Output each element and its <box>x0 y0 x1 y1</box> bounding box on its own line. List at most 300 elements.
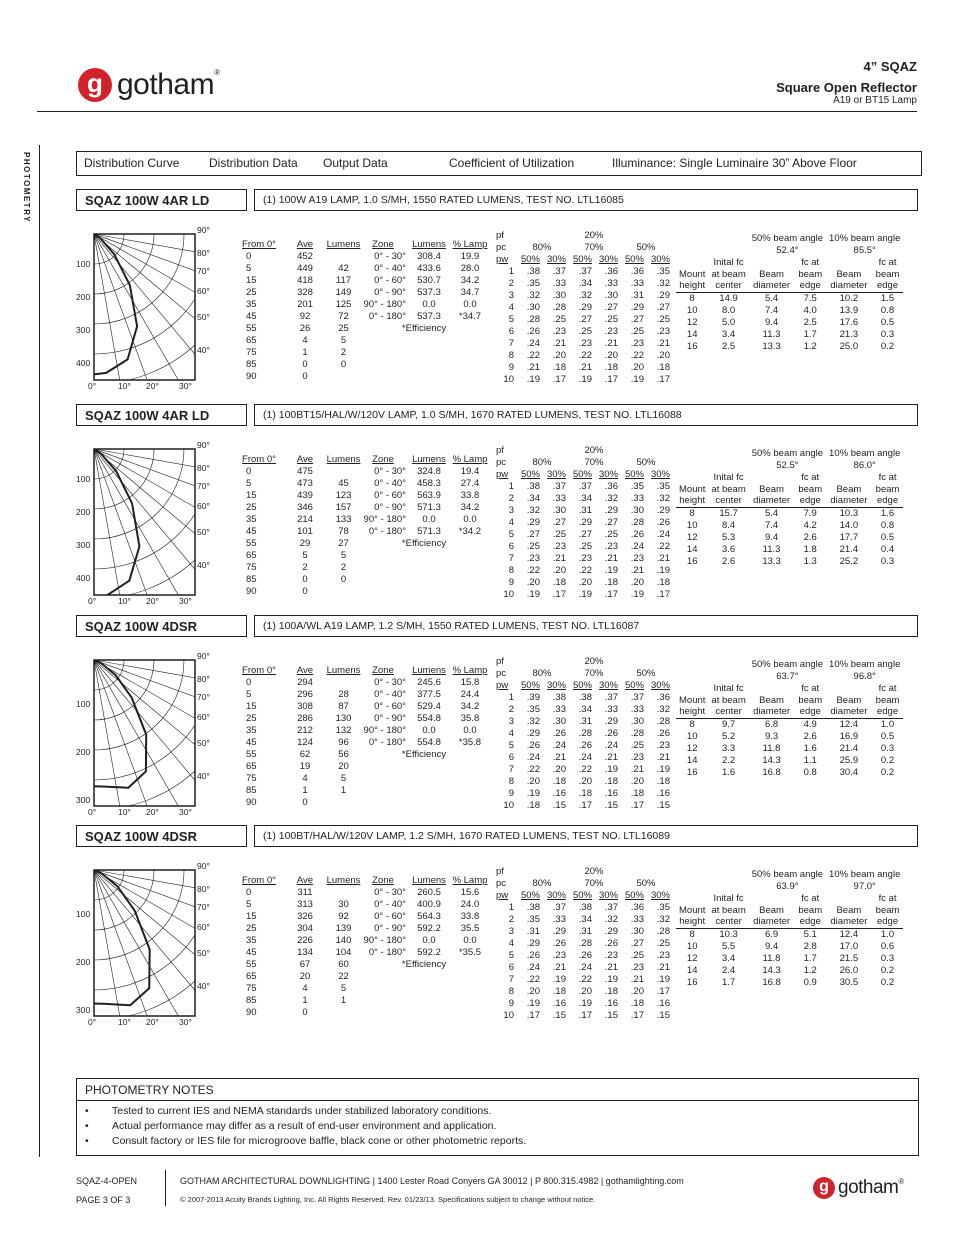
ill-cell: 14.3 <box>762 964 781 976</box>
ill-cell: 14.3 <box>762 754 781 766</box>
cu-cell: .29 <box>604 715 618 727</box>
cu-cell: .15 <box>552 1009 566 1021</box>
dist-cell: 134 <box>297 946 313 958</box>
table-row <box>494 289 672 301</box>
table-row <box>358 274 490 286</box>
output-header: Zone <box>372 874 394 886</box>
table-row <box>676 543 903 555</box>
ill-cell: 0.4 <box>880 543 895 555</box>
dist-cell: 140 <box>335 934 352 946</box>
dist-cell: 35 <box>246 934 257 946</box>
dist-header: Lumens <box>326 664 361 676</box>
ill-cell: 26.0 <box>839 964 859 976</box>
dist-cell <box>321 370 366 382</box>
cu-cell: .32 <box>578 289 592 301</box>
dist-cell: 226 <box>297 934 313 946</box>
ill-header: fc at <box>878 256 897 268</box>
dist-cell: 0 <box>340 573 347 585</box>
ill-header: beam <box>798 268 823 280</box>
ill-cell: 7.9 <box>803 507 817 519</box>
cu-cell: .18 <box>630 787 644 799</box>
cu-cell: .33 <box>630 492 644 504</box>
dist-cell: 30 <box>338 898 349 910</box>
table-row <box>494 373 672 385</box>
table-row <box>676 766 903 778</box>
ill-header: diameter <box>749 916 795 928</box>
output-cell: 90° - 180° <box>363 298 406 310</box>
output-cell: 0° - 30° <box>374 886 406 898</box>
table-row <box>494 325 672 337</box>
cu-cell: .30 <box>552 715 566 727</box>
cu-cell: .28 <box>656 925 670 937</box>
cu-cell: .29 <box>552 925 566 937</box>
curve-angle-label: 60° <box>197 712 210 722</box>
ill-cell: 16 <box>686 555 698 567</box>
cu-label: 80% <box>532 456 552 468</box>
ill-header: Beam <box>836 904 862 916</box>
cu-cell: .18 <box>656 576 670 588</box>
cu-cell: .21 <box>604 751 618 763</box>
cu-cell: .20 <box>552 349 566 361</box>
candela-curve <box>94 870 150 1005</box>
curve-candela-label: 300 <box>76 795 91 805</box>
efficiency-note: *Efficiency <box>401 958 447 970</box>
table-row <box>229 712 366 724</box>
cu-cell: .26 <box>526 325 540 337</box>
cu-cell: 10 <box>503 373 514 385</box>
curve-candela-label: 200 <box>76 292 91 302</box>
ill-cell: 16.8 <box>762 766 781 778</box>
ill-header: fc at <box>878 892 897 904</box>
dist-cell: 4 <box>302 772 308 784</box>
curve-angle-label: 20° <box>146 596 159 606</box>
ill-cell: 12 <box>686 531 698 543</box>
cu-cell: .26 <box>630 528 644 540</box>
output-cell: 377.5 <box>417 688 441 700</box>
ill-cell: 8.4 <box>721 519 736 531</box>
dist-cell: 101 <box>297 525 313 537</box>
dist-cell: 133 <box>335 513 352 525</box>
table-row <box>494 715 672 727</box>
cu-label: pf <box>496 229 504 241</box>
ill-cell: 10 <box>686 730 698 742</box>
footer-logo: g gotham® <box>813 1177 904 1199</box>
cu-cell: .32 <box>656 492 670 504</box>
output-cell: 0° - 30° <box>374 465 406 477</box>
cu-table <box>494 444 672 600</box>
cu-cell: .18 <box>526 799 540 811</box>
curve-ring <box>74 861 214 1031</box>
cu-cell: .22 <box>578 973 592 985</box>
cu-cell: .36 <box>630 901 644 913</box>
cu-cell: .24 <box>526 961 540 973</box>
curve-ring <box>74 440 184 539</box>
cu-cell: .38 <box>578 901 592 913</box>
dist-cell: 90 <box>246 1006 257 1018</box>
table-row <box>358 712 490 724</box>
ill-cell: 14.0 <box>839 519 859 531</box>
table-row <box>229 513 366 525</box>
dist-cell: 346 <box>297 501 313 513</box>
dist-cell: 87 <box>338 700 349 712</box>
cu-cell: 2 <box>508 277 514 289</box>
ill-cell: 5.4 <box>764 507 779 519</box>
table-row <box>494 337 672 349</box>
cu-cell: .35 <box>526 913 540 925</box>
table-row <box>494 763 672 775</box>
distribution-curve <box>74 225 214 395</box>
cu-cell: .17 <box>604 588 618 600</box>
cu-cell: .21 <box>604 961 618 973</box>
cu-cell: .23 <box>578 337 592 349</box>
output-header: Zone <box>372 453 394 465</box>
curve-angle-label: 90° <box>197 861 210 871</box>
curve-ring <box>74 861 154 930</box>
table-row <box>358 898 490 910</box>
table-row <box>494 727 672 739</box>
output-cell: 0.0 <box>463 724 477 736</box>
cu-cell: .33 <box>630 703 644 715</box>
ill-cell: 14 <box>686 754 698 766</box>
cu-cell: .20 <box>630 361 644 373</box>
cu-cell: .19 <box>656 763 670 775</box>
dist-cell: 75 <box>246 772 257 784</box>
cu-label: 30% <box>546 679 566 691</box>
table-row <box>358 262 490 274</box>
cu-label: 50% <box>520 889 540 901</box>
table-row <box>229 1006 366 1018</box>
table-row <box>358 513 490 525</box>
dist-header: Ave <box>296 874 314 886</box>
output-cell: 530.7 <box>417 274 441 286</box>
curve-ring <box>74 651 154 720</box>
cu-cell: .23 <box>656 325 670 337</box>
cu-table <box>494 865 672 1021</box>
curve-angle-label: 40° <box>197 981 210 991</box>
output-cell: 554.8 <box>417 712 441 724</box>
dist-cell: 92 <box>299 310 311 322</box>
beam-angle-label: 50% beam angle <box>751 232 824 244</box>
cu-cell: .15 <box>656 799 670 811</box>
efficiency-note: *Efficiency <box>401 322 447 334</box>
output-cell: 90° - 180° <box>363 724 406 736</box>
photometry-notes <box>76 1078 919 1156</box>
ill-cell: 7.5 <box>803 292 817 304</box>
ill-header <box>826 256 872 268</box>
cu-label: 30% <box>650 679 670 691</box>
cu-cell: .25 <box>604 313 618 325</box>
cu-cell: 1 <box>508 265 514 277</box>
dist-cell: 449 <box>297 262 313 274</box>
cu-cell: 9 <box>508 997 514 1009</box>
ill-cell: 21.5 <box>839 952 859 964</box>
output-cell: 0° - 60° <box>374 910 406 922</box>
cu-cell: .24 <box>656 528 670 540</box>
cu-cell: .25 <box>604 528 618 540</box>
cu-cell: .37 <box>552 901 566 913</box>
curve-angle-label: 0° <box>88 381 97 391</box>
table-row <box>494 913 672 925</box>
ill-cell: 9.4 <box>764 940 779 952</box>
cu-cell: .38 <box>526 901 540 913</box>
cu-cell: .21 <box>552 337 566 349</box>
ill-cell: 2.6 <box>803 730 817 742</box>
lamp-type: A19 or BT15 Lamp <box>833 95 917 106</box>
table-row <box>494 691 672 703</box>
lamp-description: (1) 100BT15/HAL/W/120V LAMP, 1.0 S/MH, 1670 RATED LUMENS, TEST NO. LTL16088 <box>254 404 918 426</box>
dist-cell: 5 <box>340 982 347 994</box>
distribution-data-table <box>229 664 366 808</box>
cu-cell: .29 <box>578 516 592 528</box>
table-row <box>494 997 672 1009</box>
cu-cell: .37 <box>604 901 618 913</box>
cu-label: 70% <box>584 456 604 468</box>
cu-cell: 6 <box>508 325 514 337</box>
dist-cell: 56 <box>338 748 349 760</box>
cu-cell: 7 <box>508 763 514 775</box>
section-title: SQAZ 100W 4AR LD <box>76 404 247 426</box>
table-row <box>229 772 366 784</box>
cu-cell: .19 <box>656 973 670 985</box>
beam-angle-value: 86.0° <box>853 459 876 471</box>
ill-header: center <box>708 280 748 292</box>
cu-cell: .18 <box>630 997 644 1009</box>
cu-label: 20% <box>584 865 604 877</box>
cu-cell: 2 <box>508 492 514 504</box>
gotham-g-icon: g <box>813 1177 835 1199</box>
cu-cell: .35 <box>656 480 670 492</box>
dist-cell: 25 <box>338 322 349 334</box>
dist-cell: 20 <box>338 760 349 772</box>
tab-output-data: Output Data <box>323 156 388 170</box>
ill-cell: 12 <box>686 316 698 328</box>
cu-cell: .39 <box>526 691 540 703</box>
ill-cell: 9.3 <box>764 730 779 742</box>
ill-cell: 3.4 <box>721 952 736 964</box>
cu-cell: .22 <box>526 763 540 775</box>
dist-cell: 55 <box>246 537 257 549</box>
ill-header: beam <box>875 268 900 280</box>
cu-cell: .20 <box>630 985 644 997</box>
dist-cell: 45 <box>246 525 257 537</box>
cu-cell: .19 <box>552 973 566 985</box>
cu-cell: 7 <box>508 552 514 564</box>
table-row <box>676 718 903 730</box>
output-cell: 554.8 <box>417 736 441 748</box>
dist-cell: 4 <box>302 982 308 994</box>
ill-cell: 5.2 <box>721 730 736 742</box>
cu-cell: .32 <box>604 492 618 504</box>
output-data-table <box>358 453 490 549</box>
dist-cell: 15 <box>246 489 257 501</box>
table-row <box>358 465 490 477</box>
beam-angle-value: 52.5° <box>776 459 799 471</box>
cu-cell: .32 <box>604 913 618 925</box>
ill-header: Inital fc <box>713 682 744 694</box>
curve-ring <box>74 225 184 324</box>
curve-ring <box>74 225 214 384</box>
cu-cell: .23 <box>578 552 592 564</box>
beam-angle-value: 52.4° <box>776 244 799 256</box>
cu-cell: .17 <box>656 588 670 600</box>
cu-cell: .33 <box>552 492 566 504</box>
table-row <box>494 751 672 763</box>
ill-cell: 7.4 <box>764 304 779 316</box>
table-row <box>494 787 672 799</box>
ill-cell: 5.5 <box>721 940 736 952</box>
cu-label: pw <box>496 468 509 480</box>
table-row <box>229 358 366 370</box>
table-row <box>229 784 366 796</box>
output-cell: *35.8 <box>458 736 482 748</box>
cu-label: pf <box>496 865 504 877</box>
cu-cell: .21 <box>578 361 592 373</box>
dist-cell: 311 <box>297 886 313 898</box>
ill-header: fc at <box>878 682 897 694</box>
dist-cell: 5 <box>340 334 347 346</box>
ill-cell: 16 <box>686 976 698 988</box>
cu-cell: 8 <box>508 349 514 361</box>
cu-cell: .27 <box>604 301 618 313</box>
curve-ring <box>74 651 214 821</box>
ill-cell: 0.5 <box>880 316 895 328</box>
dist-cell: 1 <box>340 994 347 1006</box>
curve-ring <box>74 440 214 610</box>
cu-cell: .33 <box>552 277 566 289</box>
beam-angle-label: 10% beam angle <box>829 232 901 244</box>
ill-header: beam <box>798 694 823 706</box>
output-cell: 0° - 40° <box>374 262 406 274</box>
table-row <box>494 564 672 576</box>
header-rule <box>37 111 917 112</box>
ill-cell: 10 <box>686 519 698 531</box>
curve-angle-label: 80° <box>197 674 210 684</box>
ill-header: Beam <box>759 904 784 916</box>
dist-cell: 65 <box>246 549 257 561</box>
cu-cell: .19 <box>526 787 540 799</box>
cu-cell: .23 <box>552 949 566 961</box>
ill-cell: 3.6 <box>721 543 736 555</box>
cu-cell: 6 <box>508 751 514 763</box>
dist-cell: 5 <box>302 549 308 561</box>
dist-cell: 475 <box>297 465 313 477</box>
cu-cell: .29 <box>526 727 540 739</box>
table-row <box>676 304 903 316</box>
cu-cell: .25 <box>578 325 592 337</box>
cu-cell: .32 <box>656 703 670 715</box>
cu-cell: .36 <box>604 265 618 277</box>
cu-cell: .32 <box>526 715 540 727</box>
dist-cell: 25 <box>246 501 257 513</box>
output-header: Lumens <box>412 453 446 465</box>
output-cell: 0.0 <box>422 513 436 525</box>
cu-cell: .37 <box>552 265 566 277</box>
curve-ray <box>94 660 214 785</box>
ill-header: center <box>708 916 748 928</box>
beam-angle-label: 10% beam angle <box>829 658 901 670</box>
curve-angle-label: 40° <box>197 771 210 781</box>
cu-cell: .23 <box>630 751 644 763</box>
cu-label: 80% <box>532 667 552 679</box>
cu-cell: .24 <box>526 751 540 763</box>
dist-cell: 15 <box>246 274 257 286</box>
cu-cell: .28 <box>552 301 566 313</box>
cu-label: 50% <box>624 889 644 901</box>
cu-cell: 6 <box>508 540 514 552</box>
ill-header: Beam <box>759 268 784 280</box>
ill-cell: 11.8 <box>762 952 781 964</box>
ill-cell: 14 <box>686 328 698 340</box>
output-cell: 34.2 <box>460 274 480 286</box>
ill-cell: 2.4 <box>721 964 736 976</box>
curve-angle-label: 90° <box>197 440 210 450</box>
cu-cell: 7 <box>508 973 514 985</box>
ill-cell: 14 <box>686 964 698 976</box>
ill-cell: 25.0 <box>839 340 859 352</box>
cu-cell: .17 <box>656 373 670 385</box>
dist-cell: 35 <box>246 724 257 736</box>
curve-angle-label: 70° <box>197 266 210 276</box>
ill-header <box>749 892 795 904</box>
cu-cell: .30 <box>552 289 566 301</box>
ill-cell: 1.8 <box>803 543 817 555</box>
ill-header: Inital fc <box>713 892 744 904</box>
dist-cell: 45 <box>246 736 257 748</box>
cu-cell: .26 <box>578 949 592 961</box>
tab-distribution-curve: Distribution Curve <box>84 156 180 170</box>
cu-cell: .17 <box>578 799 592 811</box>
cu-cell: 1 <box>508 480 514 492</box>
table-row <box>676 730 903 742</box>
ill-cell: 30.5 <box>839 976 859 988</box>
cu-cell: .18 <box>656 775 670 787</box>
dist-cell: 123 <box>335 489 352 501</box>
cu-cell: .35 <box>526 703 540 715</box>
cu-cell: .19 <box>604 973 618 985</box>
output-header: Lumens <box>412 238 446 250</box>
cu-cell: .22 <box>656 540 670 552</box>
output-cell: 0° - 60° <box>374 274 406 286</box>
ill-header <box>826 471 872 483</box>
ill-cell: 0.6 <box>880 940 895 952</box>
table-row <box>229 489 366 501</box>
output-cell: 400.9 <box>417 898 441 910</box>
side-label: PHOTOMETRY <box>22 152 31 224</box>
output-data-table <box>358 874 490 970</box>
curve-angle-label: 0° <box>88 1017 97 1027</box>
output-cell: 0° - 90° <box>374 922 406 934</box>
table-row <box>229 549 366 561</box>
curve-ring <box>74 440 214 569</box>
curve-angle-label: 10° <box>118 596 131 606</box>
beam-angle-label: 10% beam angle <box>829 447 901 459</box>
cu-cell: .19 <box>526 373 540 385</box>
curve-ring <box>74 861 124 900</box>
lamp-description: (1) 100W A19 LAMP, 1.0 S/MH, 1550 RATED LUMENS, TEST NO. LTL16085 <box>254 189 918 211</box>
ill-header: diameter <box>749 495 795 507</box>
cu-cell: 5 <box>508 528 514 540</box>
output-cell: 0.0 <box>422 724 436 736</box>
ill-header: height <box>676 706 708 718</box>
cu-cell: .27 <box>630 937 644 949</box>
ill-cell: 0.2 <box>880 964 895 976</box>
cu-cell: 3 <box>508 504 514 516</box>
cu-cell: .16 <box>552 997 566 1009</box>
table-row <box>494 949 672 961</box>
dist-header: Lumens <box>326 874 361 886</box>
column-headers <box>76 151 922 176</box>
cu-cell: .17 <box>578 1009 592 1021</box>
